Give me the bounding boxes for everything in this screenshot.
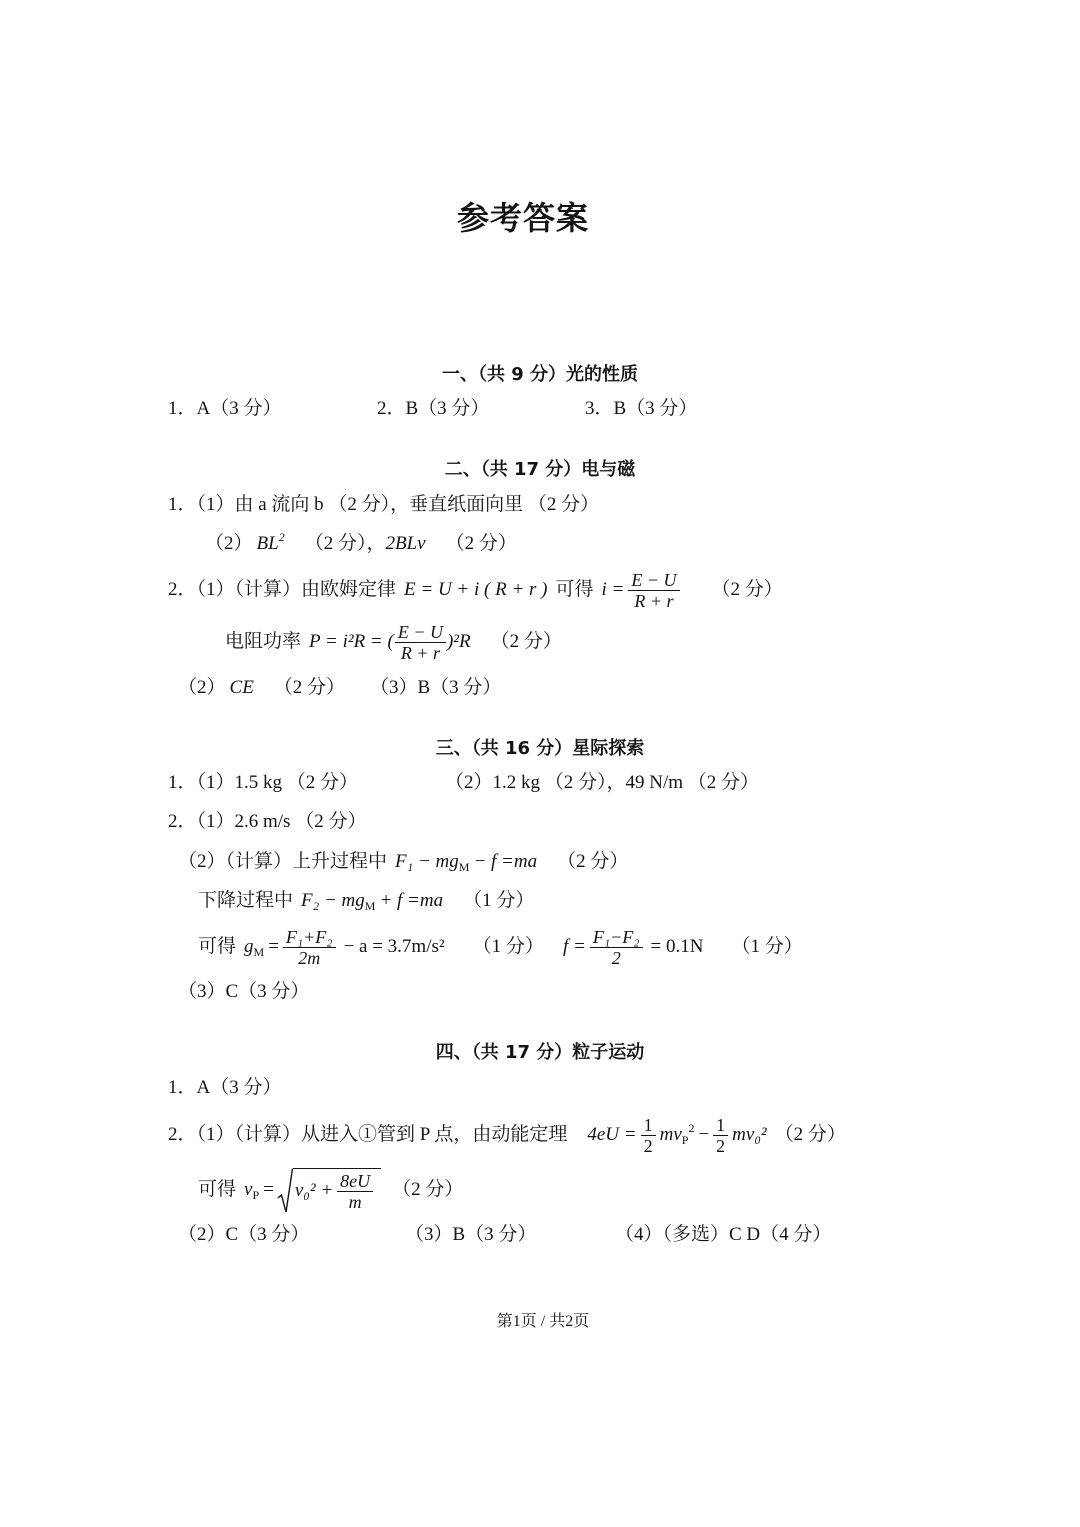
points-label: （2 分）， (304, 533, 386, 554)
question-text: （2）（计算）上升过程中 (178, 851, 388, 872)
s3-q2-line4-gravity (198, 924, 544, 970)
question-text: 下降过程中 (198, 890, 294, 911)
points-label: （2 分） (774, 1124, 846, 1145)
half-fraction (713, 1115, 728, 1156)
power-equation-end: )²R (446, 631, 471, 652)
s4-q2-part3: （3）B（3 分） (405, 1224, 537, 1245)
part-label: （2） (205, 533, 253, 554)
question-text: 可得 (198, 1179, 237, 1200)
falling-equation (301, 890, 443, 911)
equation-subscript: M (364, 899, 376, 913)
symbol-base: v (244, 1179, 253, 1200)
fraction-denominator: R + r (634, 591, 674, 612)
friction-result: = 0.1N (650, 936, 704, 957)
points-label: （2 分） (557, 851, 629, 872)
s4-q2-part4: （4）（多选）C D（4 分） (615, 1224, 832, 1245)
fraction-numerator: E − U (628, 570, 679, 591)
s1-answer-3: 3．B（3 分） (585, 398, 698, 419)
fraction-denominator: 2m (298, 948, 321, 969)
s2-q2-line2 (225, 619, 562, 665)
equation-part: F₂ − mg (301, 890, 365, 911)
gravity-result: − a = 3.7m/s² (343, 936, 445, 957)
fraction-numerator: F₁+F₂ (283, 927, 336, 948)
symbol-subscript: P (252, 1188, 260, 1202)
fraction-numerator: E − U (395, 622, 446, 643)
rising-equation (395, 851, 537, 872)
points-label: （2 分） (392, 1179, 464, 1200)
page-number-footer: 第1页 / 共2页 (496, 1313, 590, 1330)
connector-text: 可得 (555, 579, 594, 600)
minus-sign: − (698, 1124, 710, 1145)
kinetic-term-0: mv₀² (732, 1124, 767, 1145)
s2-q2-line1 (168, 567, 783, 613)
radicand (293, 1168, 381, 1214)
s4-q1: 1．A（3 分） (168, 1077, 282, 1098)
equation-part: F₁ − mg (395, 851, 459, 872)
radicand-term: v₀² + (294, 1180, 334, 1202)
s2-q1-part2-line (205, 532, 517, 556)
equation-subscript: M (458, 860, 470, 874)
s3-q2-line4-friction (563, 924, 803, 970)
half-fraction (641, 1115, 656, 1156)
math-base: BL (256, 533, 279, 554)
radical-stroke (278, 1168, 293, 1211)
gravity-fraction (283, 927, 336, 968)
part-label: （2） (178, 677, 226, 698)
term-base: mv (659, 1124, 682, 1145)
s2-q2-part3: （3）B（3 分） (370, 677, 502, 698)
points-label: （1 分） (463, 890, 535, 911)
friction-fraction (590, 927, 643, 968)
s3-q2-line3 (198, 889, 534, 913)
ohms-law-equation: E = U + i ( R + r ) (404, 579, 548, 600)
fraction-denominator: 2 (643, 1136, 653, 1157)
section-4-heading: 四、（共 17 分）粒子运动 (435, 1042, 645, 1063)
s4-q2-part2: （2）C（3 分） (178, 1224, 310, 1245)
s4-q2-line2 (198, 1165, 463, 1215)
equals-sign: = (263, 1179, 274, 1200)
velocity-symbol (244, 1179, 259, 1200)
s3-q1-part1: 1．（1）1.5 kg （2 分） (168, 772, 359, 793)
points-label: （1 分） (731, 936, 803, 957)
fraction-numerator: 1 (713, 1115, 728, 1136)
points-label: （2 分） (445, 533, 517, 554)
s4-q2-line1 (168, 1112, 846, 1158)
s3-q1-part2: （2）1.2 kg （2 分），49 N/m （2 分） (445, 772, 760, 793)
term-subscript: P (681, 1133, 689, 1147)
fraction-numerator: 1 (641, 1115, 656, 1136)
fraction-denominator: R + r (400, 643, 440, 664)
question-text: 2．（1）（计算）由欧姆定律 (168, 579, 397, 600)
power-equation-start: P = i²R = ( (309, 631, 394, 652)
symbol-subscript: M (253, 945, 265, 959)
s2-q2-part2-line (178, 676, 345, 700)
radical-sign (277, 1168, 293, 1214)
kinetic-term-p (659, 1121, 695, 1147)
question-text: 可得 (198, 936, 237, 957)
equation-part: − f =ma (473, 851, 538, 872)
radicand-fraction (337, 1171, 373, 1212)
term-exponent: 2 (688, 1121, 695, 1135)
s3-q3: （3）C（3 分） (178, 981, 310, 1002)
points-label: （2 分） (711, 579, 783, 600)
friction-lhs: f = (563, 936, 586, 957)
points-label: （2 分） (490, 631, 562, 652)
s3-q2-line1: 2．（1）2.6 m/s （2 分） (168, 811, 367, 832)
section-2-heading: 二、（共 17 分）电与磁 (444, 459, 636, 480)
answer-expression: CE (229, 677, 254, 698)
gravity-symbol (244, 936, 264, 957)
s1-answer-2: 2．B（3 分） (377, 398, 490, 419)
question-text: 2．（1）（计算）从进入①管到 P 点，由动能定理 (168, 1124, 568, 1145)
s1-answer-1: 1．A（3 分） (168, 398, 282, 419)
fraction-numerator: 8eU (337, 1171, 373, 1192)
fraction-denominator: 2 (716, 1136, 726, 1157)
current-lhs: i = (601, 579, 625, 600)
equation-part: + f =ma (379, 890, 444, 911)
fraction-denominator: m (348, 1191, 362, 1212)
symbol-base: g (244, 936, 254, 957)
math-expression-bl2 (256, 530, 285, 554)
energy-lhs: 4eU = (587, 1124, 637, 1145)
equals-sign: = (268, 936, 279, 957)
square-root (277, 1168, 381, 1214)
points-label: （2 分） (273, 677, 346, 698)
s3-q2-line2 (178, 850, 628, 874)
power-fraction (395, 622, 446, 663)
question-text: 电阻功率 (225, 631, 302, 652)
s2-q1-line1: 1．（1）由 a 流向 b （2 分），垂直纸面向里 （2 分） (168, 494, 600, 515)
section-3-heading: 三、（共 16 分）星际探索 (435, 738, 645, 759)
fraction-numerator: F₁−F₂ (590, 927, 643, 948)
math-expression-2blv: 2BLv (385, 533, 426, 554)
math-exponent: 2 (278, 530, 285, 544)
section-1-heading: 一、（共 9 分）光的性质 (441, 364, 639, 385)
points-label: （1 分） (472, 936, 544, 957)
current-fraction (628, 570, 679, 611)
fraction-denominator: 2 (611, 948, 621, 969)
page-title: 参考答案 (456, 199, 589, 237)
